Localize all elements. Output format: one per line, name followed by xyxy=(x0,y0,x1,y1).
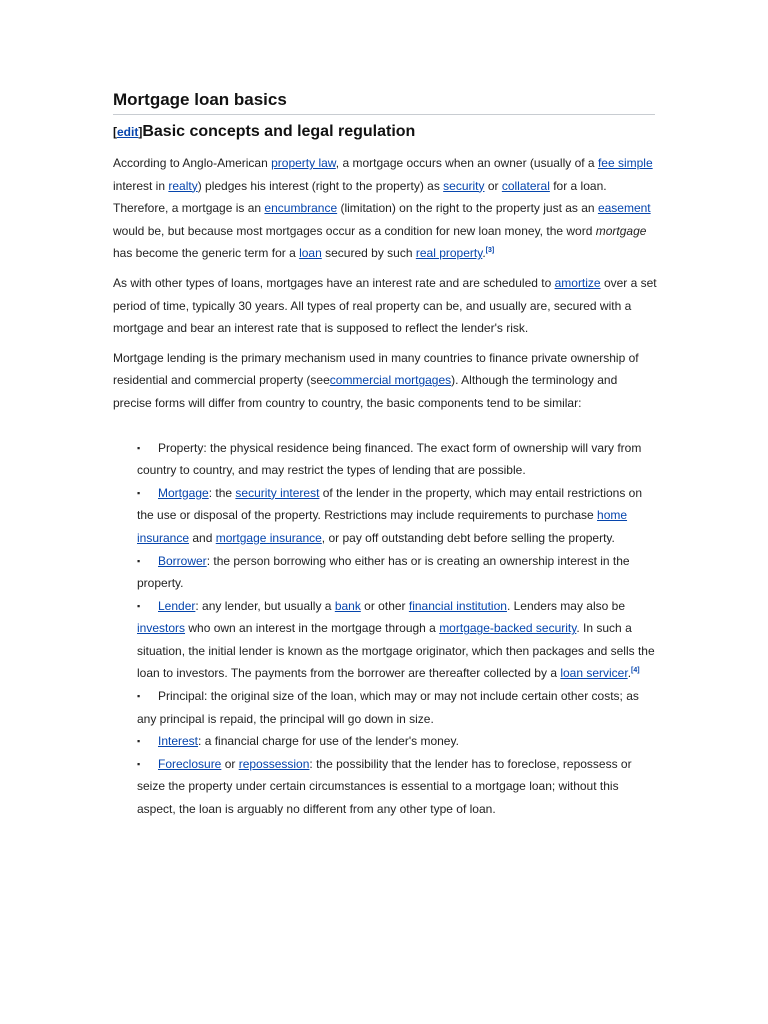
text: . Lenders may also be xyxy=(506,598,626,613)
text: or xyxy=(484,178,502,193)
list-item-borrower xyxy=(137,550,658,595)
text: Principal: the original size of the loan, which may or may not include certain other costs; as any principal is repaid, the principal will go down in size. xyxy=(137,689,639,726)
link-fee-simple[interactable]: fee simple xyxy=(597,156,653,170)
text: would be, but because most mortgages occur as a condition for new loan money, the word xyxy=(113,223,596,238)
section-heading xyxy=(113,123,655,141)
link-mortgage-backed-security[interactable]: mortgage-backed security xyxy=(439,621,577,636)
link-loan[interactable]: loan xyxy=(299,246,322,261)
paragraph-lending xyxy=(113,347,658,415)
emphasis-mortgage: mortgage xyxy=(595,223,647,238)
text: . xyxy=(482,246,486,261)
list-item-interest xyxy=(137,730,658,753)
edit-link[interactable]: edit xyxy=(117,125,139,139)
reference-4[interactable]: [4] xyxy=(631,667,640,675)
link-mortgage-insurance[interactable]: mortgage insurance xyxy=(215,530,322,545)
link-amortize[interactable]: amortize xyxy=(554,275,601,290)
text: : the person borrowing who either has or is creating an ownership interest in the property. xyxy=(137,553,630,591)
text: or xyxy=(221,756,239,771)
link-investors[interactable]: investors xyxy=(137,621,186,636)
bullet-icon: ▪ xyxy=(137,600,141,611)
link-home-insurance[interactable]: home insurance xyxy=(137,508,628,545)
text: According to Anglo-American xyxy=(113,156,272,170)
text: : the xyxy=(208,485,236,500)
reference-3[interactable]: [3] xyxy=(485,247,495,255)
link-interest[interactable]: Interest xyxy=(158,734,199,749)
edit-bracket-close: ] xyxy=(138,125,143,139)
text: , a mortgage occurs when an owner (usually of a xyxy=(335,156,598,170)
text: ). Although the terminology and precise forms will differ from country to country, the basic components tend to be similar: xyxy=(113,373,618,410)
link-bank[interactable]: bank xyxy=(334,598,361,613)
text: . xyxy=(627,666,632,681)
link-lender[interactable]: Lender xyxy=(158,598,196,613)
paragraph-intro xyxy=(113,152,658,265)
bullet-icon: ▪ xyxy=(137,442,141,453)
bullet-icon: ▪ xyxy=(137,487,141,498)
text: Property: the physical residence being financed. The exact form of ownership will vary from country to country, and may restrict the types of lending that are possible. xyxy=(137,440,642,478)
link-real-property[interactable]: real property xyxy=(415,246,483,261)
link-foreclosure[interactable]: Foreclosure xyxy=(158,756,222,771)
bullet-icon: ▪ xyxy=(137,758,141,769)
bullet-icon: ▪ xyxy=(137,691,141,702)
text: (limitation) on the right to the property just as an xyxy=(337,201,598,216)
link-collateral[interactable]: collateral xyxy=(501,178,550,193)
link-security-interest[interactable]: security interest xyxy=(235,485,320,500)
text: over a set period of time, typically 30 years. All types of real property can be, and usually are, secured with a mortgage and bear an interest rate that is supposed to reflect the lender's risk. xyxy=(113,275,657,336)
page-title: Mortgage loan basics xyxy=(113,90,655,115)
text: : any lender, but usually a xyxy=(195,598,335,613)
text: Mortgage lending is the primary mechanism used in many countries to finance private ownership of residential and commercial property (see xyxy=(113,350,639,388)
list-item-property xyxy=(137,437,658,482)
text: : a financial charge for use of the lender's money. xyxy=(198,734,459,749)
text: , or pay off outstanding debt before selling the property. xyxy=(321,530,615,545)
link-realty[interactable]: realty xyxy=(168,178,198,193)
list-item-foreclosure xyxy=(137,753,658,821)
text: has become the generic term for a xyxy=(113,246,300,261)
text: of the lender in the property, which may entail restrictions on the use or disposal of the property. Restrictions may include requirements to purchase xyxy=(137,485,643,523)
text: and xyxy=(189,530,216,545)
bullet-icon: ▪ xyxy=(137,555,141,566)
link-property-law[interactable]: property law xyxy=(271,156,336,170)
bullet-icon: ▪ xyxy=(137,736,141,747)
link-commercial-mortgages[interactable]: commercial mortgages xyxy=(329,373,452,388)
link-repossession[interactable]: repossession xyxy=(238,756,310,771)
link-loan-servicer[interactable]: loan servicer xyxy=(560,666,628,681)
list-item-principal xyxy=(137,685,658,730)
text: interest in xyxy=(113,178,169,193)
paragraph-interest-rate xyxy=(113,272,658,340)
text: for a loan. Therefore, a mortgage is an xyxy=(113,178,607,216)
text: : the possibility that the lender has to foreclose, repossess or seize the property under certain circumstances is essential to a mortgage loan; without this aspect, the loan is arguably no different from any other type of loan. xyxy=(137,756,632,817)
link-encumbrance[interactable]: encumbrance xyxy=(264,201,338,216)
article-body xyxy=(113,152,658,821)
text: who own an interest in the mortgage through a xyxy=(185,621,440,636)
link-mortgage[interactable]: Mortgage xyxy=(158,485,209,500)
list-item-mortgage xyxy=(137,482,658,550)
text: . In such a situation, the initial lender is known as the mortgage originator, which then packages and sells the loan to investors. The payments from the borrower are thereafter collected by a xyxy=(137,621,655,681)
link-security[interactable]: security xyxy=(443,178,485,193)
link-easement[interactable]: easement xyxy=(597,201,651,216)
edit-bracket-open: [ xyxy=(113,125,117,139)
components-list xyxy=(113,437,658,821)
text: or other xyxy=(360,598,409,613)
link-borrower[interactable]: Borrower xyxy=(158,553,207,568)
text: secured by such xyxy=(321,246,416,261)
text: As with other types of loans, mortgages have an interest rate and are scheduled to xyxy=(113,275,555,290)
text: ) pledges his interest (right to the property) as xyxy=(197,178,444,193)
section-heading-text: Basic concepts and legal regulation xyxy=(142,123,416,140)
link-financial-institution[interactable]: financial institution xyxy=(408,598,507,613)
list-item-lender xyxy=(137,595,658,685)
